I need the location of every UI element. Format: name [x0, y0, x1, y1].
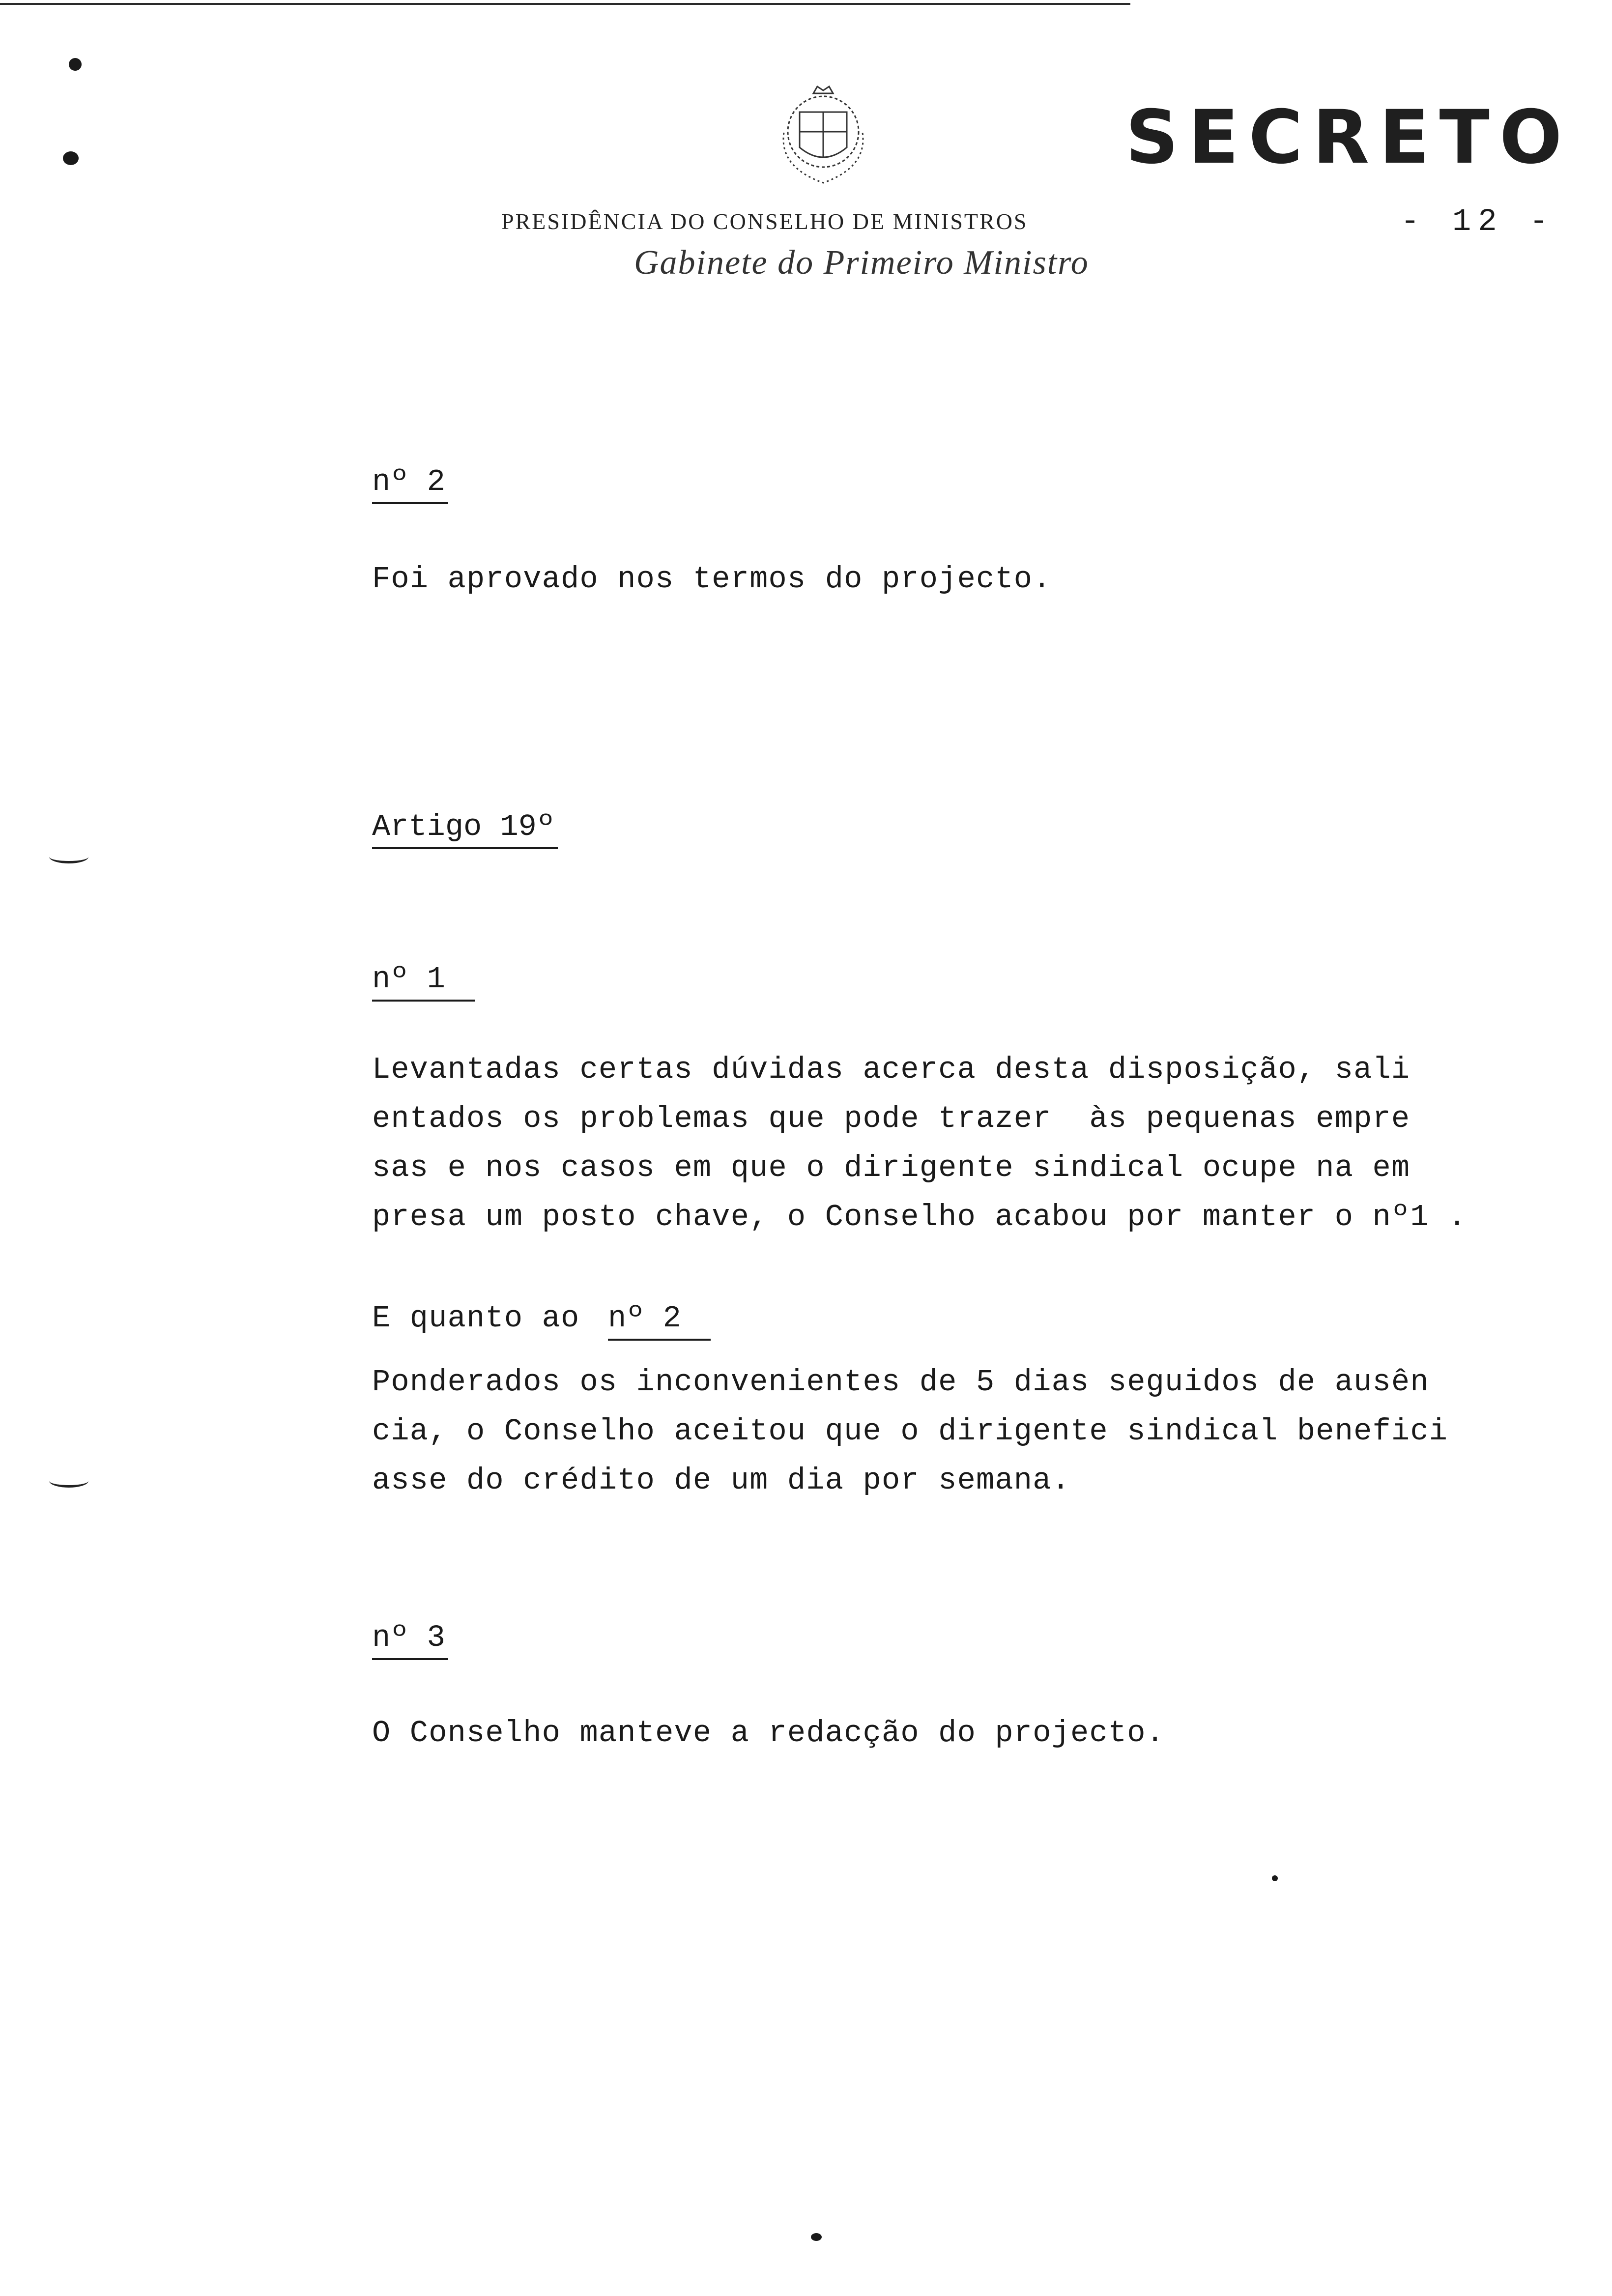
margin-arc	[49, 850, 88, 863]
margin-mark	[63, 151, 79, 165]
margin-mark	[1272, 1875, 1278, 1881]
paragraph-line: presa um posto chave, o Conselho acabou por manter o nº1 .	[372, 1200, 1467, 1234]
paragraph-line: Ponderados os inconvenientes de 5 dias seguidos de ausên	[372, 1365, 1429, 1400]
section-heading: nº 1	[372, 964, 475, 1002]
paragraph-line: sas e nos casos em que o dirigente sindical ocupe na em	[372, 1150, 1410, 1185]
paragraph-line: asse do crédito de um dia por semana.	[372, 1463, 1071, 1498]
section-heading: nº 2	[372, 467, 448, 504]
paragraph-line: O Conselho manteve a redacção do projecto.	[372, 1716, 1165, 1751]
top-edge-line	[0, 3, 1130, 5]
page-number: - 12 -	[1401, 204, 1555, 240]
letterhead-title: PRESIDÊNCIA DO CONSELHO DE MINISTROS	[501, 209, 1028, 234]
paragraph-line: Foi aprovado nos termos do projecto.	[372, 562, 1052, 597]
paragraph-line: entados os problemas que pode trazer às pequenas empre	[372, 1101, 1410, 1136]
paragraph-line: cia, o Conselho aceitou que o dirigente sindical benefici	[372, 1414, 1448, 1449]
margin-mark	[811, 2233, 822, 2241]
coat-of-arms-seal	[764, 74, 882, 197]
section-intro: E quanto ao	[372, 1301, 580, 1336]
section-heading: nº 3	[372, 1623, 448, 1660]
margin-arc	[49, 1474, 88, 1488]
section-heading: nº 2	[608, 1303, 711, 1341]
paragraph-line: Levantadas certas dúvidas acerca desta disposição, sali	[372, 1052, 1410, 1087]
article-heading: Artigo 19º	[372, 812, 558, 849]
classification-stamp: SECRETO	[1125, 95, 1572, 180]
margin-mark	[69, 58, 82, 71]
office-signature: Gabinete do Primeiro Ministro	[634, 244, 1089, 282]
